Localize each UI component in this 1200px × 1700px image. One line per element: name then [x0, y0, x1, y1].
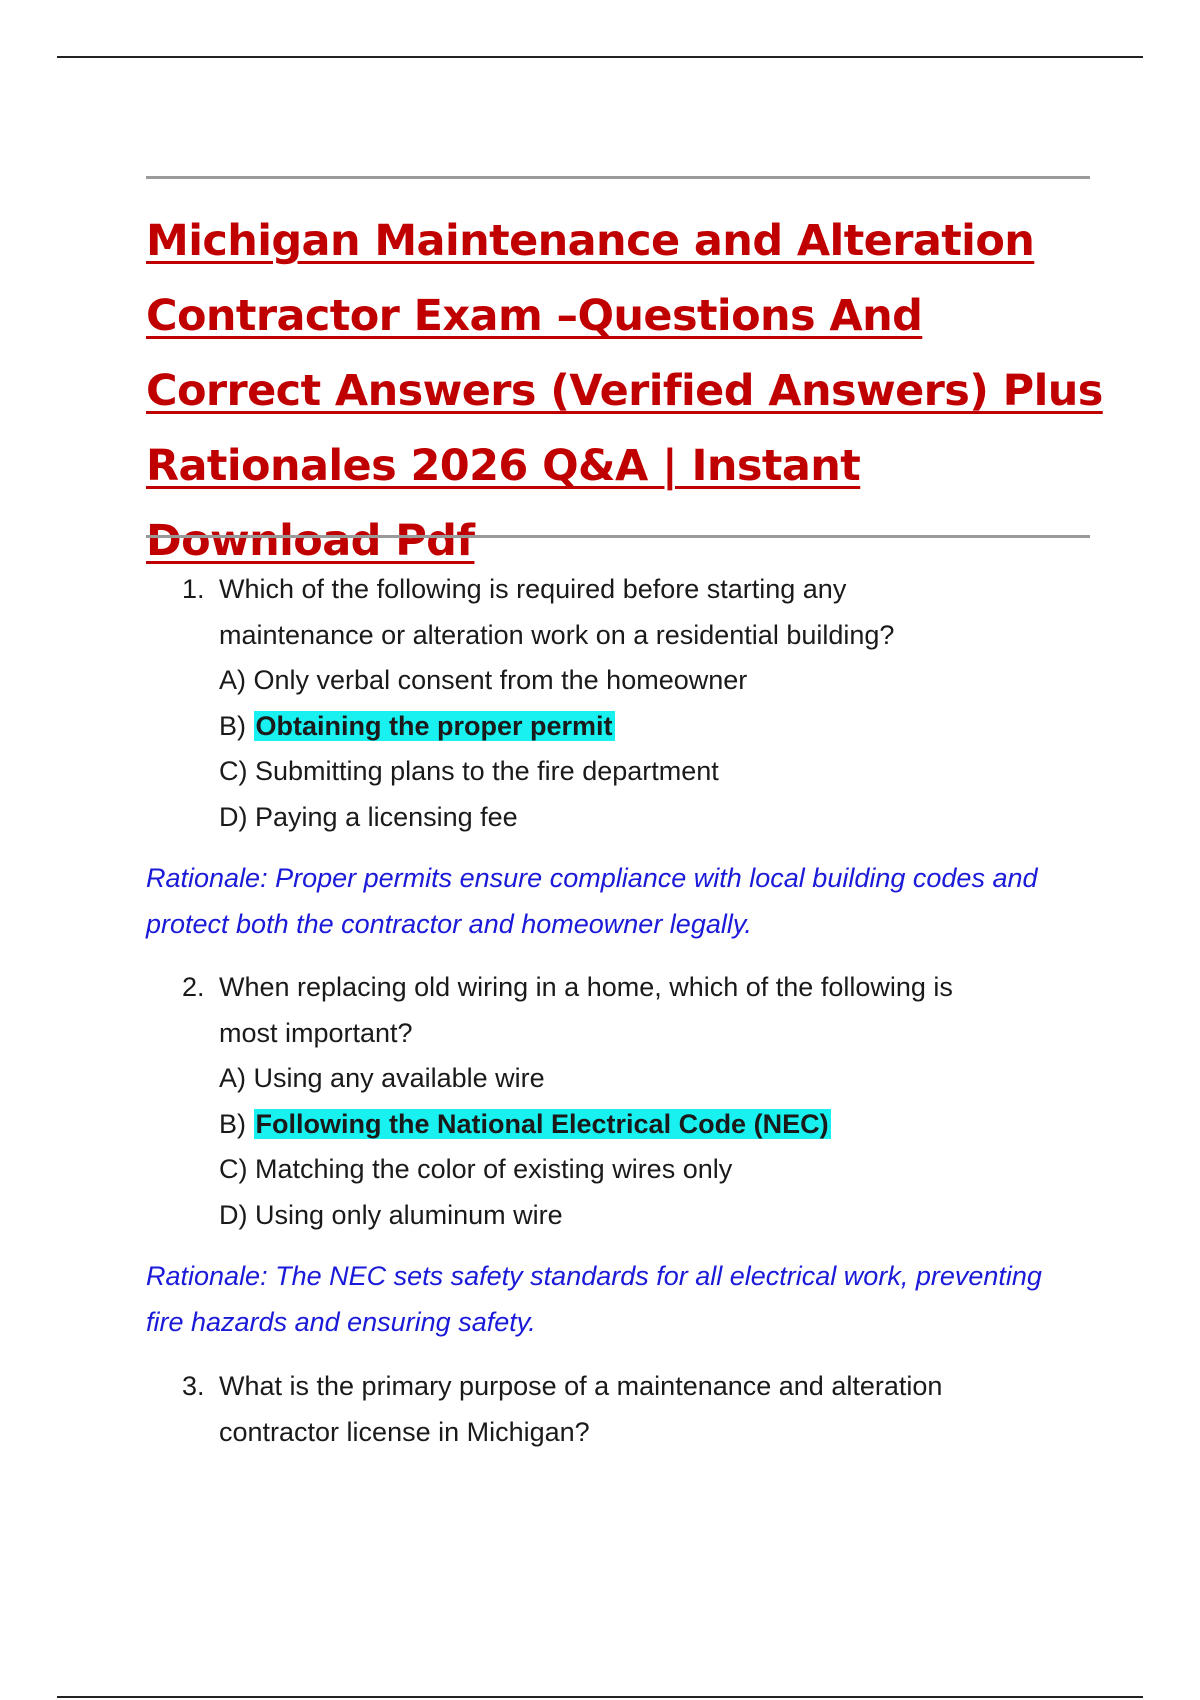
- option-text: Using only aluminum wire: [255, 1199, 563, 1230]
- page-top-rule: [57, 56, 1143, 58]
- question-3: [182, 1364, 1096, 1455]
- question-text: What is the primary purpose of a maintenance and alteration contractor license in Michigan?: [219, 1371, 943, 1447]
- option-list: [219, 658, 1096, 840]
- question-block-3: [146, 1364, 1096, 1455]
- option-letter: D): [219, 801, 248, 832]
- rationale-text: Rationale: The NEC sets safety standards for all electrical work, preventing fire hazards and ensuring safety.: [146, 1261, 1042, 1337]
- question-text: Which of the following is required before starting any maintenance or alteration work on a residential building?: [219, 574, 895, 650]
- option-c: [219, 749, 1096, 795]
- question-number: 1.: [182, 574, 205, 604]
- option-b: [219, 704, 1096, 750]
- title-bottom-divider: [146, 535, 1090, 538]
- option-letter: C): [219, 1154, 248, 1184]
- option-a: [219, 1056, 1096, 1102]
- option-letter: A): [219, 665, 246, 695]
- option-letter: B): [219, 1108, 246, 1139]
- option-letter: A): [219, 1063, 246, 1093]
- question-1: [182, 567, 1096, 658]
- option-d: [219, 1193, 1096, 1239]
- question-2: [182, 965, 1096, 1056]
- option-c: [219, 1147, 1096, 1193]
- option-text: Matching the color of existing wires only: [255, 1154, 733, 1184]
- question-number: 2.: [182, 972, 205, 1002]
- question-block-2: [146, 965, 1096, 1345]
- question-block-1: [146, 567, 1096, 947]
- option-letter: D): [219, 1199, 248, 1230]
- option-text: Submitting plans to the fire department: [255, 756, 719, 786]
- correct-answer-highlight: Following the National Electrical Code (NEC): [255, 1108, 829, 1139]
- page-bottom-rule: [57, 1696, 1143, 1698]
- option-text: Only verbal consent from the homeowner: [253, 665, 748, 695]
- correct-answer-highlight: Obtaining the proper permit: [255, 710, 613, 741]
- rationale-text: Rationale: Proper permits ensure compliance with local building codes and protect both the contractor and homeowner legally.: [146, 863, 1038, 939]
- option-text: Using any available wire: [253, 1063, 545, 1093]
- question-number: 3.: [182, 1371, 205, 1401]
- option-letter: B): [219, 710, 246, 741]
- option-d: [219, 795, 1096, 841]
- option-b: [219, 1102, 1096, 1148]
- document-title: Michigan Maintenance and Alteration Contractor Exam –Questions And Correct Answers (Verified Answers) Plus Rationales 2026 Q&A | Instant Download Pdf: [146, 216, 1103, 566]
- option-text: Paying a licensing fee: [255, 801, 518, 832]
- option-a: [219, 658, 1096, 704]
- title-top-divider: [146, 176, 1090, 179]
- option-letter: C): [219, 756, 248, 786]
- option-list: [219, 1056, 1096, 1238]
- question-text: When replacing old wiring in a home, which of the following is most important?: [219, 972, 953, 1048]
